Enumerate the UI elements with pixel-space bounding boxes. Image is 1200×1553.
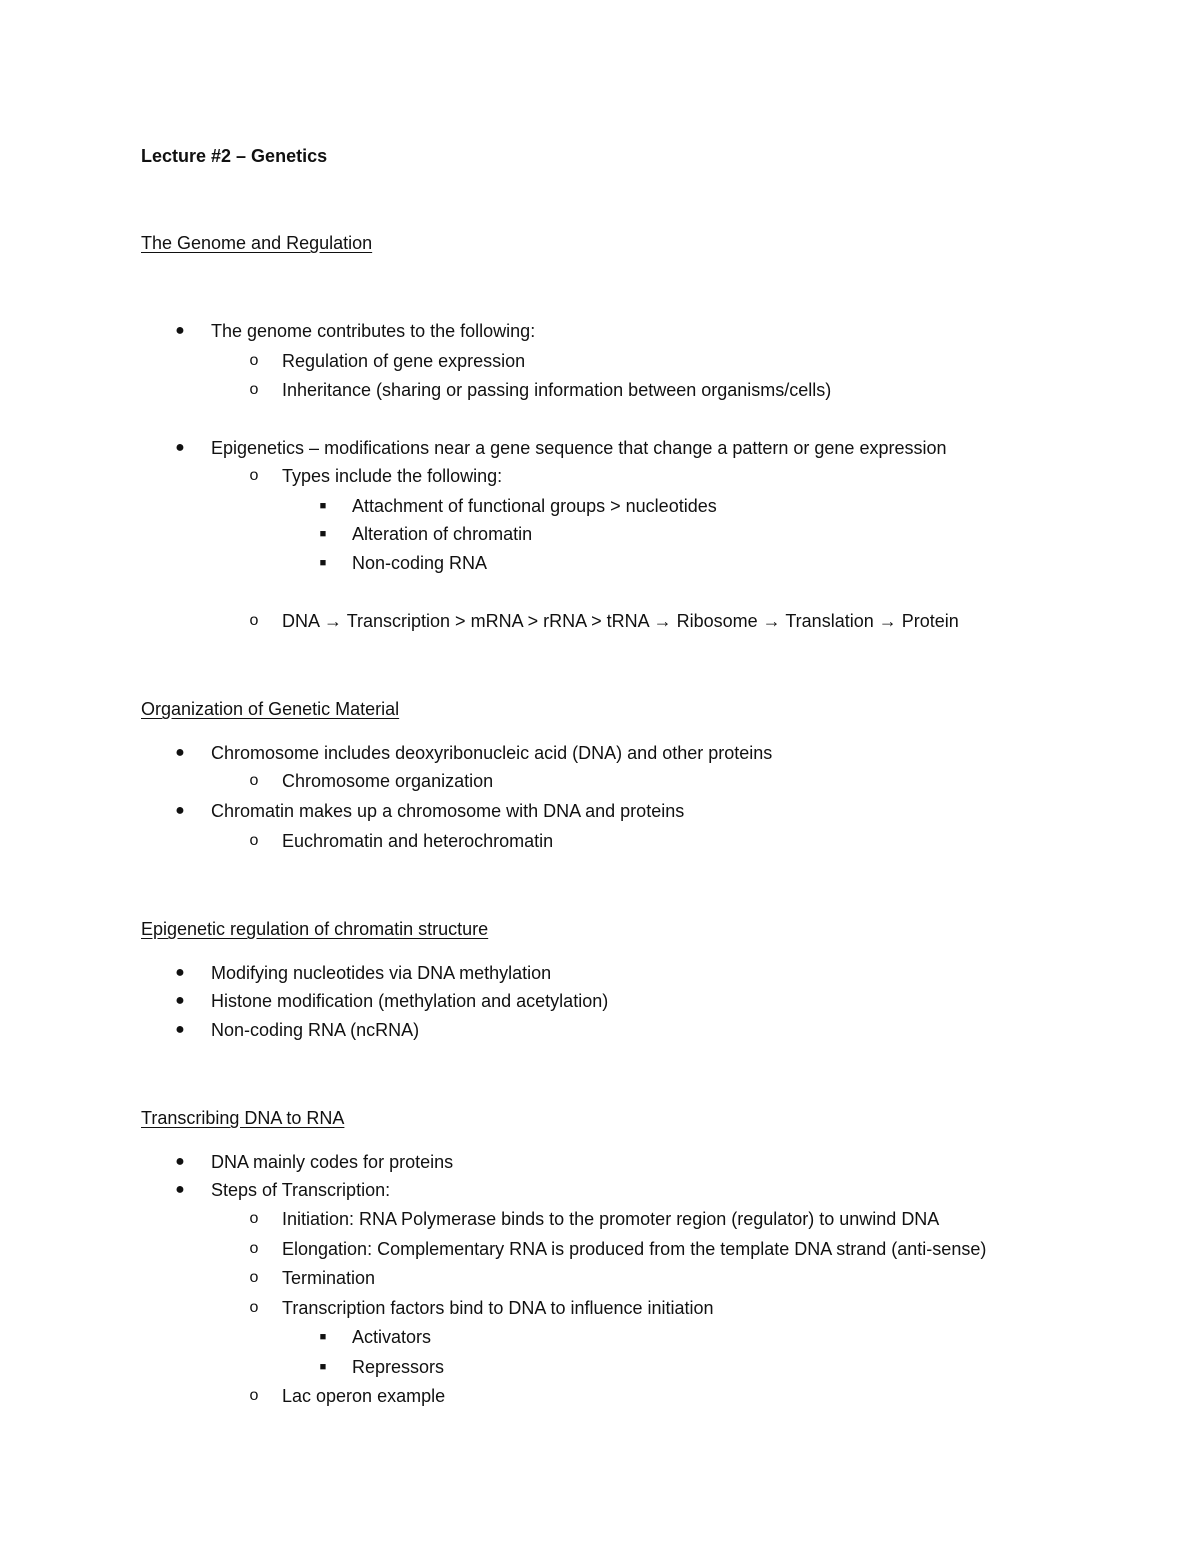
list-item: Regulation of gene expression bbox=[282, 351, 526, 371]
bullet-circle-icon: o bbox=[249, 381, 259, 398]
flow-step: Ribosome bbox=[671, 611, 763, 631]
flow-step: Protein bbox=[896, 611, 959, 631]
bullet-square-icon: ■ bbox=[319, 500, 327, 512]
arrow-right-icon: → bbox=[878, 611, 897, 631]
flow-step: Translation bbox=[780, 611, 879, 631]
bullet-disc-icon: ● bbox=[175, 322, 185, 339]
flow-step: Transcription > mRNA > rRNA > tRNA bbox=[342, 611, 654, 631]
document-title: Lecture #2 – Genetics bbox=[141, 146, 328, 166]
list-item: Elongation: Complementary RNA is produced from the template DNA strand (anti-sense) bbox=[282, 1239, 987, 1259]
section-heading-epigenetic: Epigenetic regulation of chromatin structure bbox=[141, 919, 489, 939]
section-heading-genome: The Genome and Regulation bbox=[141, 233, 373, 253]
list-item: Attachment of functional groups > nucleotides bbox=[352, 496, 717, 516]
arrow-right-icon: → bbox=[653, 611, 672, 631]
bullet-circle-icon: o bbox=[249, 352, 259, 369]
list-item: Alteration of chromatin bbox=[352, 524, 533, 544]
list-item: DNA mainly codes for proteins bbox=[211, 1152, 454, 1172]
section-heading-transcribing: Transcribing DNA to RNA bbox=[141, 1108, 345, 1128]
list-item: Histone modification (methylation and acetylation) bbox=[211, 991, 609, 1011]
bullet-disc-icon: ● bbox=[175, 439, 185, 456]
bullet-disc-icon: ● bbox=[175, 744, 185, 761]
arrow-right-icon: → bbox=[762, 611, 781, 631]
list-item: Epigenetics – modifications near a gene sequence that change a pattern or gene expression bbox=[211, 438, 947, 458]
list-item: Lac operon example bbox=[282, 1386, 446, 1406]
section-heading-organization: Organization of Genetic Material bbox=[141, 699, 400, 719]
list-item: Termination bbox=[282, 1268, 376, 1288]
bullet-circle-icon: o bbox=[249, 832, 259, 849]
list-item: Euchromatin and heterochromatin bbox=[282, 831, 554, 851]
list-item: Inheritance (sharing or passing information between organisms/cells) bbox=[282, 380, 832, 400]
bullet-square-icon: ■ bbox=[319, 557, 327, 569]
bullet-disc-icon: ● bbox=[175, 1153, 185, 1170]
flow-step: DNA bbox=[282, 611, 325, 631]
bullet-disc-icon: ● bbox=[175, 992, 185, 1009]
list-item: Repressors bbox=[352, 1357, 445, 1377]
list-item: The genome contributes to the following: bbox=[211, 321, 536, 341]
list-item: Initiation: RNA Polymerase binds to the promoter region (regulator) to unwind DNA bbox=[282, 1209, 940, 1229]
bullet-circle-icon: o bbox=[249, 772, 259, 789]
bullet-circle-icon: o bbox=[249, 1387, 259, 1404]
list-item: Modifying nucleotides via DNA methylation bbox=[211, 963, 552, 983]
bullet-square-icon: ■ bbox=[319, 528, 327, 540]
bullet-disc-icon: ● bbox=[175, 1021, 185, 1038]
bullet-square-icon: ■ bbox=[319, 1331, 327, 1343]
flow-list-item bbox=[282, 610, 959, 632]
arrow-right-icon: → bbox=[324, 611, 343, 631]
bullet-disc-icon: ● bbox=[175, 1181, 185, 1198]
bullet-disc-icon: ● bbox=[175, 802, 185, 819]
list-item: Types include the following: bbox=[282, 466, 503, 486]
list-item: Activators bbox=[352, 1327, 432, 1347]
bullet-circle-icon: o bbox=[249, 1240, 259, 1257]
list-item: Chromosome organization bbox=[282, 771, 494, 791]
bullet-circle-icon: o bbox=[249, 612, 259, 629]
bullet-circle-icon: o bbox=[249, 467, 259, 484]
list-item: Transcription factors bind to DNA to influence initiation bbox=[282, 1298, 714, 1318]
bullet-square-icon: ■ bbox=[319, 1361, 327, 1373]
list-item: Steps of Transcription: bbox=[211, 1180, 391, 1200]
bullet-disc-icon: ● bbox=[175, 964, 185, 981]
list-item: Chromosome includes deoxyribonucleic acid (DNA) and other proteins bbox=[211, 743, 773, 763]
bullet-circle-icon: o bbox=[249, 1210, 259, 1227]
bullet-circle-icon: o bbox=[249, 1269, 259, 1286]
list-item: Non-coding RNA (ncRNA) bbox=[211, 1020, 420, 1040]
bullet-circle-icon: o bbox=[249, 1299, 259, 1316]
list-item: Non-coding RNA bbox=[352, 553, 488, 573]
list-item: Chromatin makes up a chromosome with DNA and proteins bbox=[211, 801, 685, 821]
